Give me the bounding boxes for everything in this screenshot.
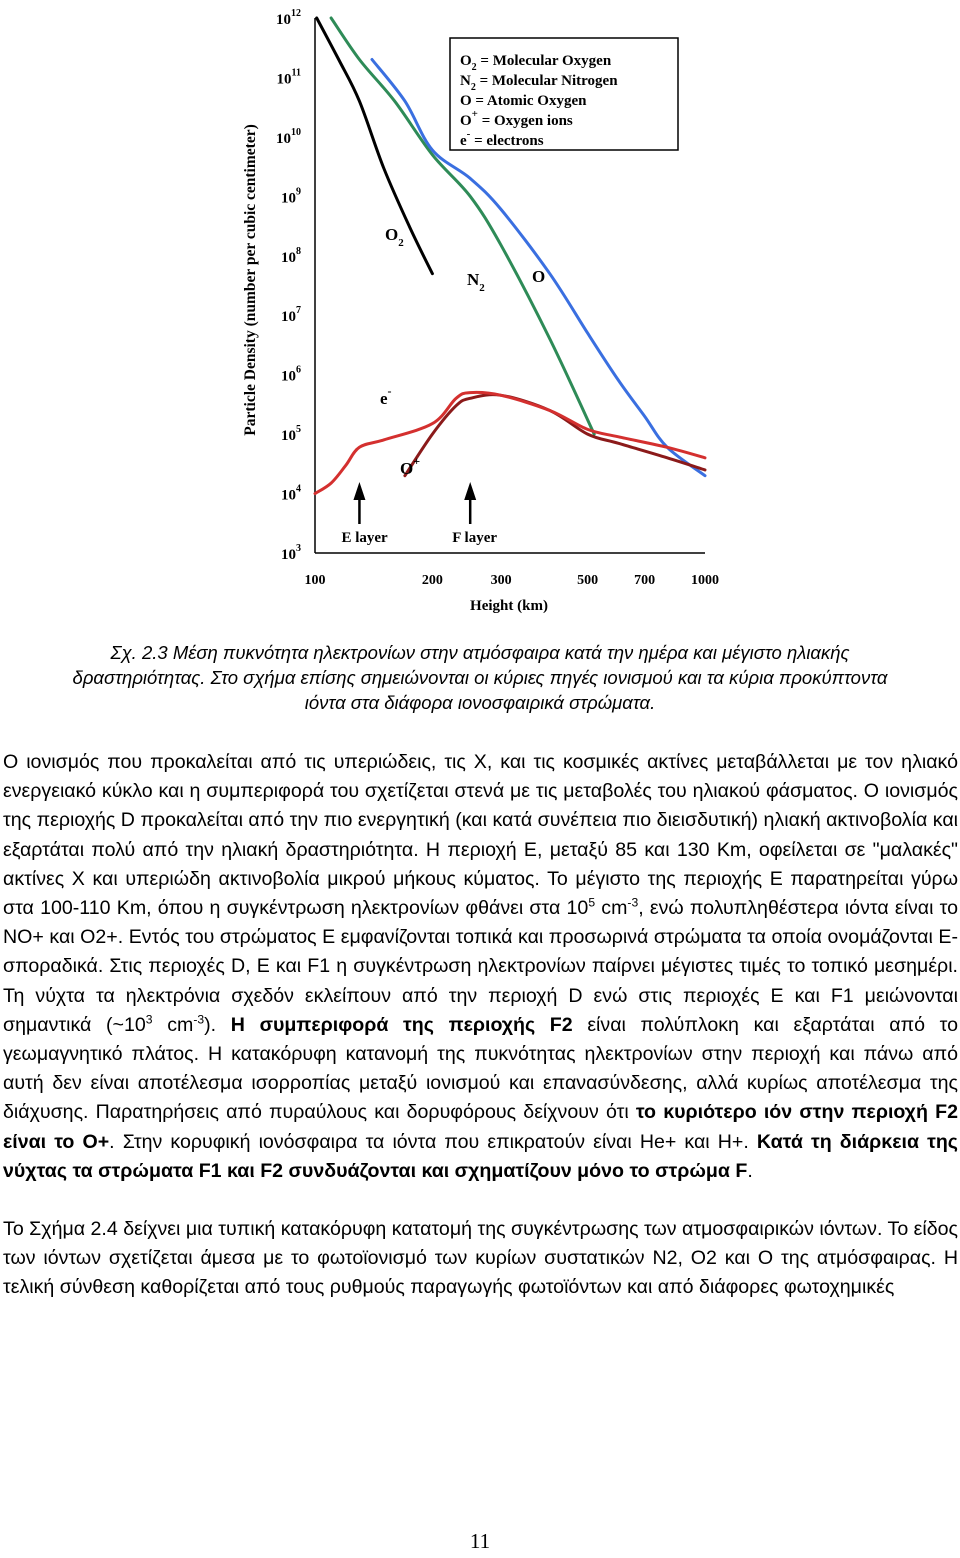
legend-sub: 2 <box>470 82 476 93</box>
particle-density-chart <box>230 0 730 620</box>
curve-label-main: O <box>385 225 399 244</box>
curve-label <box>467 270 485 294</box>
body-text <box>3 748 958 1303</box>
curve-label-main: N <box>467 270 480 289</box>
layer-marker-label: F layer <box>452 530 498 546</box>
legend-text: = Oxygen ions <box>477 113 573 129</box>
y-tick-label <box>281 484 301 504</box>
tick-base: 10 <box>276 12 291 28</box>
y-axis-label: Particle Density (number per cubic centimeter) <box>242 124 259 436</box>
layer-marker-arrowhead <box>353 482 365 500</box>
paragraph-ionization <box>3 748 958 1186</box>
page-number: 11 <box>469 1529 491 1553</box>
caption-line: ιόντα στα διάφορα ιονοσφαιρικά στρώματα. <box>304 692 656 713</box>
text-run: cm <box>595 897 628 920</box>
tick-exponent: 7 <box>296 305 301 317</box>
legend-sup: + <box>471 108 478 120</box>
curve-label-main: e <box>380 389 388 408</box>
series-line-e <box>315 392 705 493</box>
curve-label-main: O <box>400 459 414 478</box>
curve-label-sub: 2 <box>398 237 404 249</box>
tick-exponent: 9 <box>296 186 301 198</box>
layer-marker-arrowhead <box>464 482 476 500</box>
y-tick-label <box>276 8 301 28</box>
legend-sub: 2 <box>471 62 477 73</box>
text-run: . Στην κορυφική ιονόσφαιρα τα ιόντα που επικρατούν είναι He+ και H+. <box>109 1130 757 1153</box>
y-tick-label <box>281 186 301 206</box>
tick-base: 10 <box>281 190 296 207</box>
text-run: Ο ιονισμός που προκαλείται από τις υπεριώδεις, τις X, και τις κοσμικές ακτίνες μεταβάλλεται με τον ηλιακό ενεργειακό κύκλο και η συμπεριφορά του σχετίζεται στενά με τις μεταβολές του ηλιακού φάσματος. Ο ιονισμός της περιοχής D προκαλείται από την πιο ενεργητική (και κατά συνέπεια πιο διεισδυτική) ηλιακή ακτινοβολία και εξαρτάται πολύ από την ηλιακή δραστηριότητα. Η περιοχή E, μεταξύ 85 και 130 Km, οφείλεται σε "μαλακές" ακτίνες X και υπεριώδη ακτινοβολία μικρού μήκους κύματος. Το μέγιστο της περιοχής E παρατηρείται γύρω στα 100-110 Km, όπου η συγκέντρωση ηλεκτρονίων φθάνει στα 10 <box>3 751 958 920</box>
tick-exponent: 11 <box>291 67 301 79</box>
curve-label <box>380 384 392 408</box>
y-tick-label <box>281 305 301 325</box>
tick-base: 10 <box>281 547 296 563</box>
text-run: , ενώ πολυπληθέστερα ιόντα είναι το NO+ και O2+. Εντός του στρώματος E εμφανίζονται τοπικά και προσωρινά στρώματα τα οποία ονομάζονται E-σποραδικά. Στις περιοχές D, E και F1 η συγκέντρωση ηλεκτρονίων παίρνει μέγιστες τιμές το τοπικό μεσημέρι. Τη νύχτα τα ηλεκτρόνια σχεδόν εκλείπουν από την περιοχή D ενώ στις περιοχές E και F1 μειώνονται σημαντικά (~10 <box>3 897 959 1036</box>
curve-label <box>532 267 545 286</box>
superscript: 3 <box>145 1012 153 1027</box>
x-axis-label: Height (km) <box>470 598 548 614</box>
y-tick-label <box>281 246 301 266</box>
curve-label <box>385 225 404 249</box>
text-run: cm <box>152 1013 194 1036</box>
x-tick-label: 100 <box>304 573 326 588</box>
text-run: ). <box>204 1013 231 1036</box>
curve-label-sup: - <box>387 384 392 398</box>
tick-exponent: 12 <box>291 8 301 19</box>
y-tick-label <box>281 543 301 563</box>
legend-symbol: O <box>460 113 472 129</box>
y-tick-label <box>281 424 301 444</box>
y-tick-label <box>276 127 301 147</box>
caption-line: Σχ. 2.3 Μέση πυκνότητα ηλεκτρονίων στην ατμόσφαιρα κατά την ημέρα και μέγιστο ηλιακής <box>110 642 850 663</box>
x-tick-label: 1000 <box>691 573 719 588</box>
superscript: -3 <box>193 1012 205 1027</box>
x-tick-label: 300 <box>490 573 512 588</box>
tick-exponent: 3 <box>296 543 301 554</box>
superscript: 5 <box>588 895 596 910</box>
legend-symbol: O <box>460 93 472 109</box>
legend-symbol: e <box>460 133 467 149</box>
legend-text: = Molecular Nitrogen <box>475 73 618 89</box>
layer-marker-label: E layer <box>341 530 388 546</box>
tick-exponent: 8 <box>296 245 301 257</box>
tick-base: 10 <box>281 487 296 504</box>
tick-base: 10 <box>281 368 296 385</box>
bold-text: Η συμπεριφορά της περιοχής F2 <box>230 1013 573 1036</box>
curve-label <box>400 454 420 478</box>
curve-label-main: O <box>532 267 546 286</box>
y-tick-label <box>277 67 301 87</box>
tick-base: 10 <box>276 130 291 147</box>
tick-base: 10 <box>281 309 296 326</box>
x-tick-label: 200 <box>421 573 443 588</box>
tick-base: 10 <box>281 249 296 266</box>
text-run: είναι πολύπλοκη και εξαρτάται από το γεωμαγνητικό πλάτος. Η κατακόρυφη κατανομή της πυκνότητας ηλεκτρονίων στην περιοχή και πάνω από αυτή δεν είναι αποτέλεσμα ισορροπίας μεταξύ ιονισμού και επανασύνδεσης, αλλά κυρίως αποτέλεσμα της διάχυσης. Παρατηρήσεις από πυραύλους και δορυφόρους δείχνουν ότι <box>3 1013 959 1124</box>
x-tick-label: 700 <box>634 573 656 588</box>
tick-base: 10 <box>276 71 292 88</box>
legend-symbol: O <box>460 53 472 69</box>
curve-label-sub: 2 <box>479 282 485 294</box>
curve-label-sup: + <box>413 454 421 468</box>
text-run: . <box>747 1159 753 1182</box>
tick-exponent: 10 <box>291 126 301 138</box>
series-line-O2 <box>317 18 433 274</box>
tick-base: 10 <box>281 428 296 445</box>
tick-exponent: 6 <box>296 364 301 376</box>
y-tick-label <box>281 365 301 385</box>
superscript: -3 <box>627 895 639 910</box>
legend-text: = Molecular Oxygen <box>476 53 612 69</box>
legend-text: = electrons <box>470 133 544 149</box>
bold-text: το κυριότερο ιόν στην περιοχή F2 είναι το O+ <box>3 1101 958 1153</box>
legend-symbol: N <box>460 73 471 89</box>
caption-line: δραστηριότητας. Στο σχήμα επίσης σημειώνονται οι κύριες πηγές ιονισμού και τα κύρια προκύπτοντα <box>72 667 888 688</box>
legend-entry <box>460 93 587 109</box>
tick-exponent: 5 <box>296 424 301 436</box>
paragraph-figure-2-4: Το Σχήμα 2.4 δείχνει μια τυπική κατακόρυφη κατατομή της συγκέντρωσης των ατμοσφαιρικών ιόντων. Το είδος των ιόντων σχετίζεται άμεσα με το φωτοϊονισμό των κυρίων συστατικών N2, O2 και O της ατμόσφαιρας. Η τελική σύνθεση καθορίζεται από τους ρυθμούς παραγωγής φωτοϊόντων και από διάφορες φωτοχημικές <box>3 1218 958 1299</box>
legend-sup: - <box>466 128 471 140</box>
chart-canvas <box>230 0 730 620</box>
bold-text: Κατά τη διάρκεια της νύχτας τα στρώματα F1 και F2 συνδυάζονται και σχηματίζουν μόνο το στρώμα F <box>3 1130 958 1182</box>
figure-caption <box>0 640 960 715</box>
legend-text: = Atomic Oxygen <box>471 93 587 109</box>
tick-exponent: 4 <box>296 483 301 495</box>
x-tick-label: 500 <box>577 573 599 588</box>
